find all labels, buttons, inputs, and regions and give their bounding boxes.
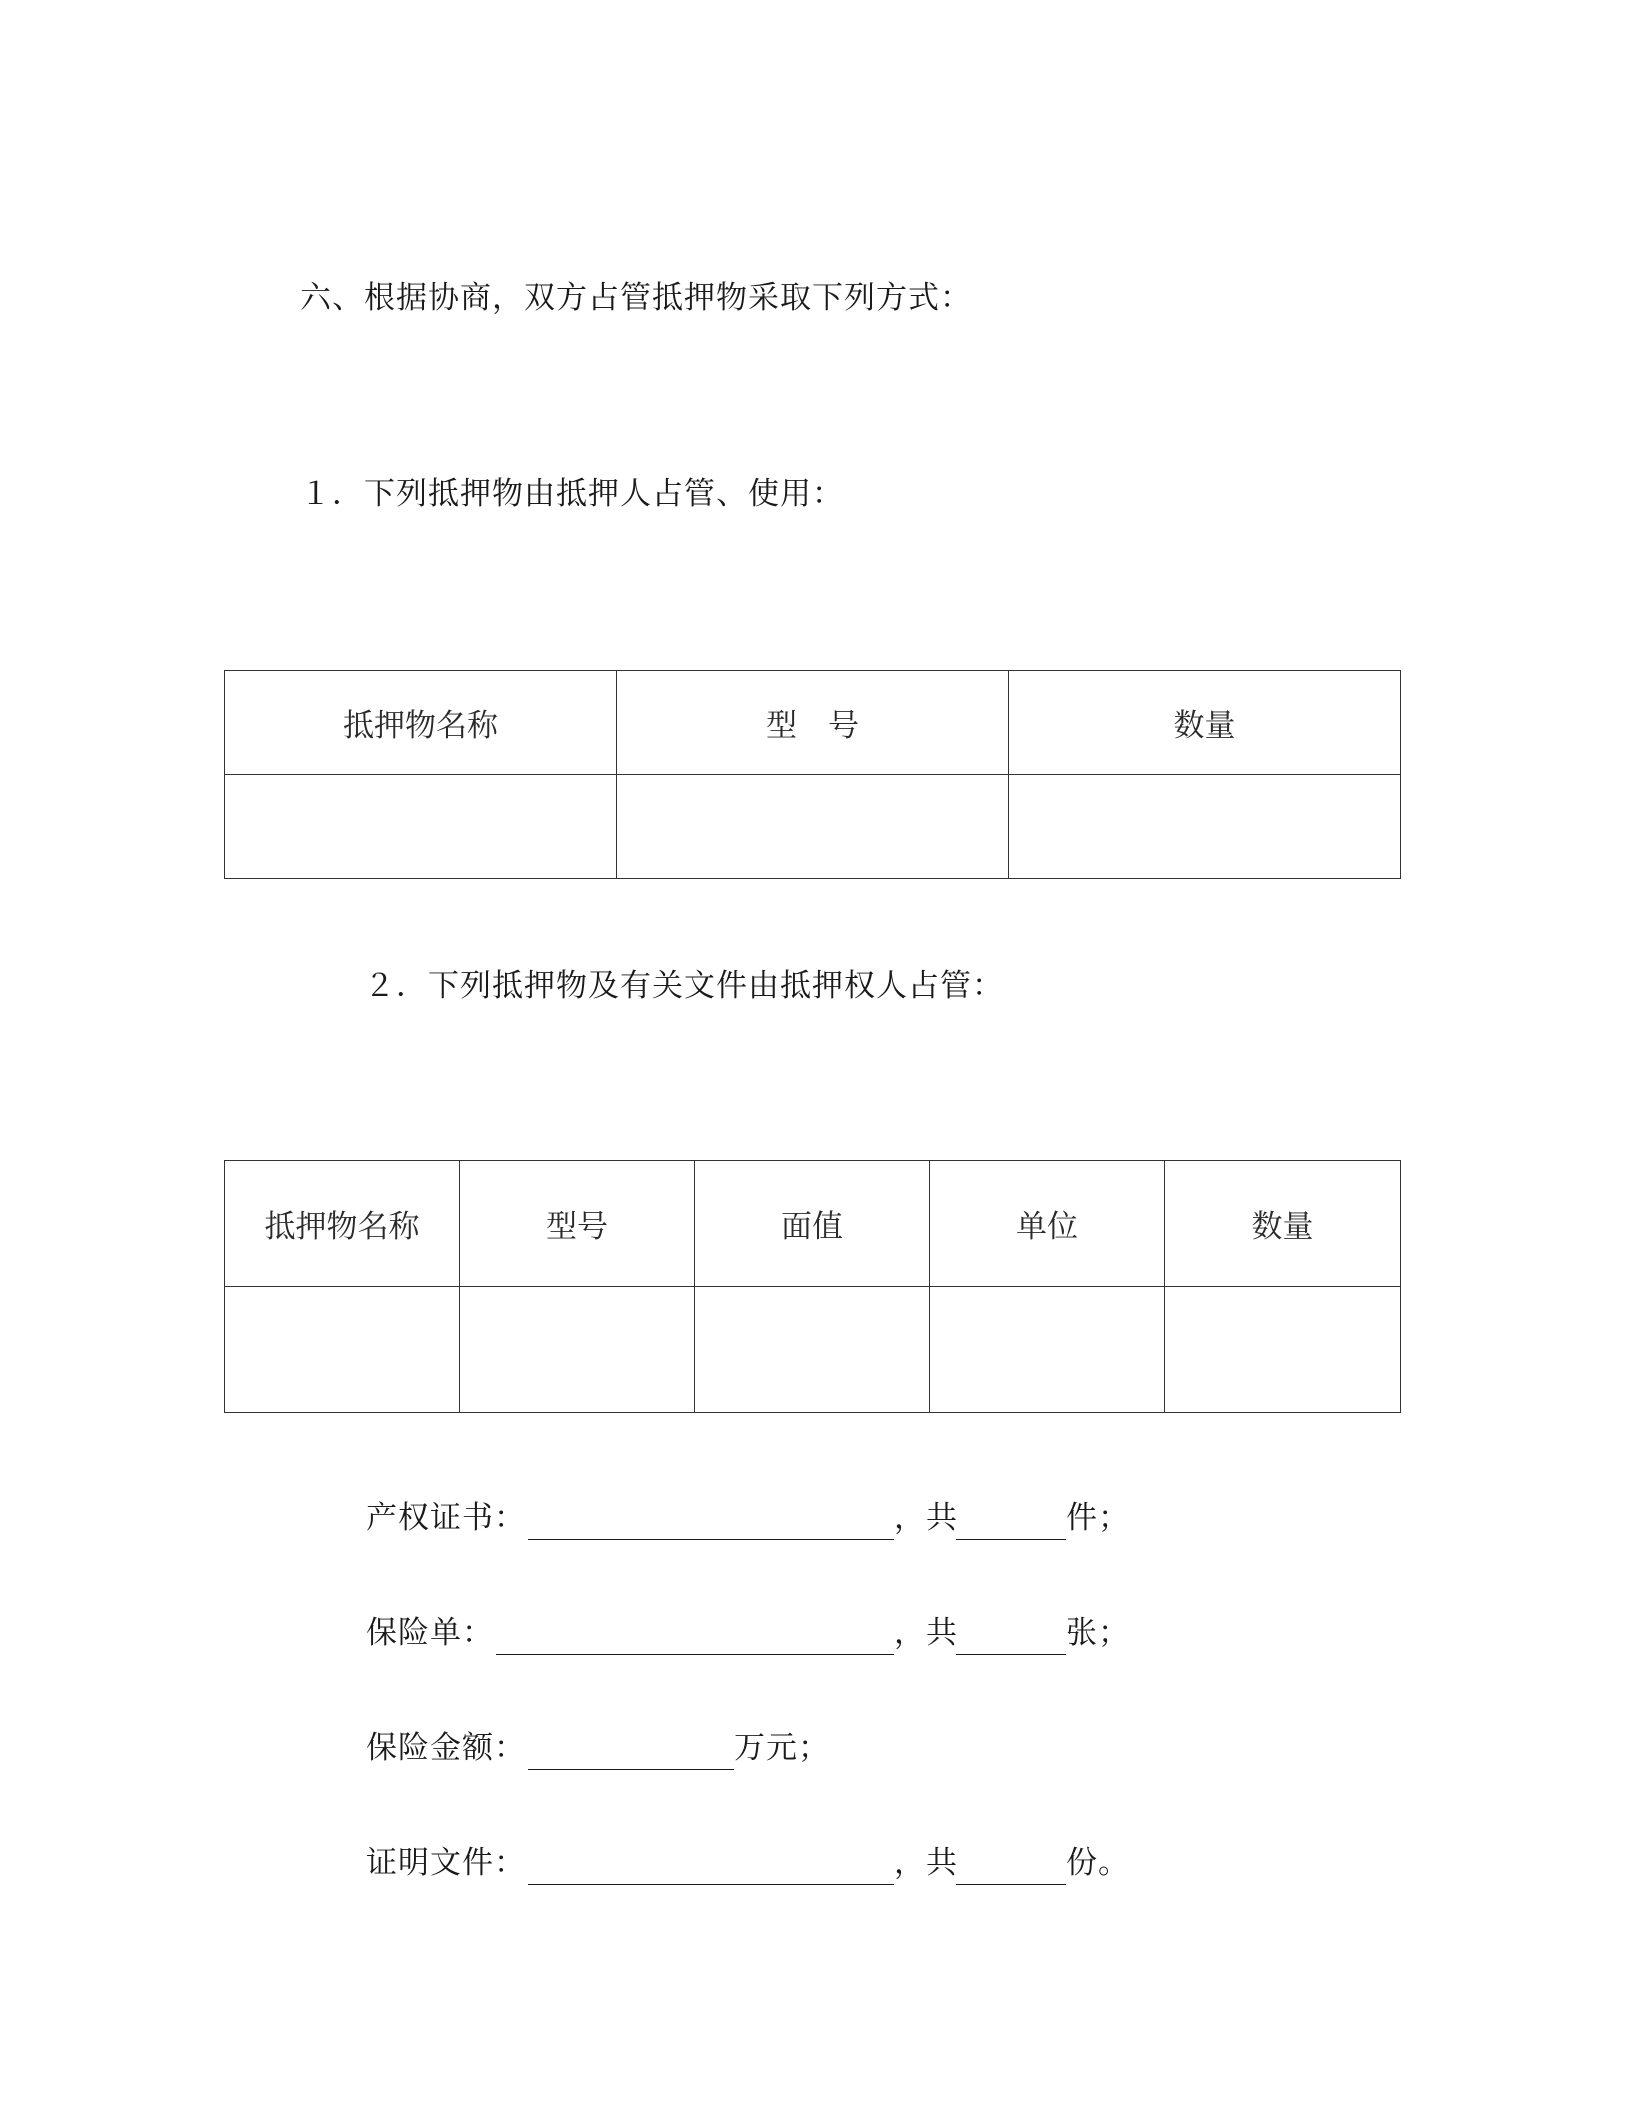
insurance-policy-unit: 张； xyxy=(1066,1615,1130,1651)
certificate-docs-label: 证明文件： xyxy=(366,1845,526,1881)
cell-face-value[interactable] xyxy=(695,1287,930,1413)
header-cell-model: 型号 xyxy=(460,1161,695,1287)
insurance-amount-blank[interactable] xyxy=(528,1769,734,1770)
header-cell-quantity: 数量 xyxy=(1165,1161,1401,1287)
insurance-amount-row xyxy=(366,1728,1166,1772)
insurance-policy-blank[interactable] xyxy=(496,1654,894,1655)
table-header-row xyxy=(225,671,1401,775)
header-cell-name: 抵押物名称 xyxy=(225,1161,460,1287)
header-cell-face-value: 面值 xyxy=(695,1161,930,1287)
property-cert-sep: ，共 xyxy=(894,1500,958,1536)
item1-table xyxy=(224,670,1401,879)
cell-unit[interactable] xyxy=(930,1287,1165,1413)
item1-title: １．下列抵押物由抵押人占管、使用： xyxy=(300,476,844,512)
insurance-policy-label: 保险单： xyxy=(366,1615,494,1651)
certificate-docs-sep: ，共 xyxy=(894,1845,958,1881)
header-cell-unit: 单位 xyxy=(930,1161,1165,1287)
header-cell-quantity: 数量 xyxy=(1009,671,1401,775)
insurance-amount-label: 保险金额： xyxy=(366,1730,526,1766)
table-row xyxy=(225,775,1401,879)
header-cell-name: 抵押物名称 xyxy=(225,671,617,775)
property-cert-unit: 件； xyxy=(1066,1500,1130,1536)
property-cert-blank[interactable] xyxy=(528,1539,894,1540)
property-cert-label: 产权证书： xyxy=(366,1500,526,1536)
certificate-docs-row xyxy=(366,1843,1166,1887)
cell-quantity[interactable] xyxy=(1165,1287,1401,1413)
insurance-policy-sep: ，共 xyxy=(894,1615,958,1651)
cell-model[interactable] xyxy=(617,775,1009,879)
cell-model[interactable] xyxy=(460,1287,695,1413)
cell-quantity[interactable] xyxy=(1009,775,1401,879)
header-cell-model: 型 号 xyxy=(617,671,1009,775)
clause-heading: 六、根据协商，双方占管抵押物采取下列方式： xyxy=(300,280,972,316)
property-cert-count-blank[interactable] xyxy=(956,1539,1066,1540)
insurance-amount-unit: 万元； xyxy=(734,1730,830,1766)
certificate-docs-blank[interactable] xyxy=(528,1884,894,1885)
cell-name[interactable] xyxy=(225,1287,460,1413)
certificate-docs-count-blank[interactable] xyxy=(956,1884,1066,1885)
property-cert-row xyxy=(366,1498,1166,1542)
cell-name[interactable] xyxy=(225,775,617,879)
table-row xyxy=(225,1287,1401,1413)
insurance-policy-count-blank[interactable] xyxy=(956,1654,1066,1655)
item2-table xyxy=(224,1160,1401,1413)
item2-title: ２．下列抵押物及有关文件由抵押权人占管： xyxy=(364,968,1004,1004)
certificate-docs-unit: 份。 xyxy=(1066,1845,1130,1881)
insurance-policy-row xyxy=(366,1613,1166,1657)
table-header-row xyxy=(225,1161,1401,1287)
